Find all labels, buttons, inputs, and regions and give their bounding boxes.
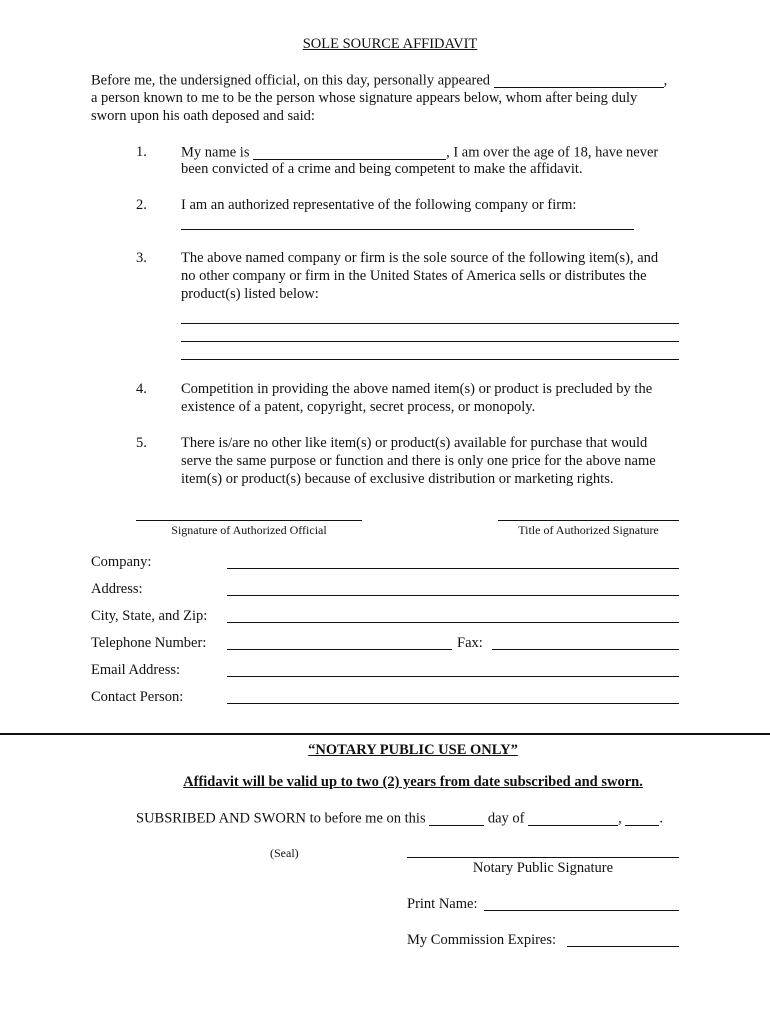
item-4-line-1: Competition in providing the above named item(s) or product is precluded by the [181, 381, 653, 397]
telephone-label: Telephone Number: [91, 635, 207, 651]
address-label: Address: [91, 581, 143, 597]
fax-field[interactable] [492, 649, 679, 650]
item-5-line-3: item(s) or product(s) because of exclusive distribution or marketing rights. [181, 471, 614, 487]
company-field[interactable] [227, 568, 679, 569]
product-line-1[interactable] [181, 323, 679, 324]
document-title: SOLE SOURCE AFFIDAVIT [302, 36, 478, 52]
company-firm-field[interactable] [181, 229, 634, 230]
sworn-text-a: SUBSRIBED AND SWORN to before me on this [136, 810, 426, 827]
contact-person-field[interactable] [227, 703, 679, 704]
item-5-line-2: serve the same purpose or function and there is only one price for the above name [181, 453, 656, 469]
product-line-2[interactable] [181, 341, 679, 342]
seal-label: (Seal) [270, 846, 299, 860]
print-name-field[interactable] [484, 910, 679, 911]
fax-label: Fax: [457, 635, 483, 651]
city-state-zip-field[interactable] [227, 622, 679, 623]
notary-header: “NOTARY PUBLIC USE ONLY” [308, 742, 518, 758]
notary-signature-label: Notary Public Signature [472, 860, 614, 876]
item-3-line-2: no other company or firm in the United States of America sells or distributes the [181, 268, 647, 284]
item-number-4: 4. [136, 381, 147, 397]
item-5-line-1: There is/are no other like item(s) or product(s) available for purchase that would [181, 435, 648, 451]
address-field[interactable] [227, 595, 679, 596]
official-signature-field[interactable] [136, 520, 362, 521]
item-3-line-1: The above named company or firm is the sole source of the following item(s), and [181, 250, 659, 266]
item-1-line-1 [181, 144, 658, 162]
section-divider [0, 733, 770, 735]
item-4-line-2: existence of a patent, copyright, secret process, or monopoly. [181, 399, 536, 415]
sworn-month-field[interactable] [528, 810, 618, 826]
sworn-text-b: day of [487, 810, 525, 827]
title-signature-field[interactable] [498, 520, 679, 521]
item-3-line-3: product(s) listed below: [181, 286, 319, 302]
sworn-line [136, 810, 663, 828]
commission-expires-field[interactable] [567, 946, 679, 947]
intro-line-3: sworn upon his oath deposed and said: [91, 108, 315, 124]
appeared-name-field[interactable] [494, 72, 664, 88]
item-number-2: 2. [136, 197, 147, 213]
notary-signature-field[interactable] [407, 857, 679, 858]
item-number-3: 3. [136, 250, 147, 266]
validity-notice: Affidavit will be valid up to two (2) years from date subscribed and sworn. [183, 774, 643, 790]
intro-line-2: a person known to me to be the person whose signature appears below, whom after being duly [91, 90, 638, 106]
my-name-field[interactable] [253, 144, 446, 160]
intro-comma: , [663, 72, 668, 89]
email-field[interactable] [227, 676, 679, 677]
product-line-3[interactable] [181, 359, 679, 360]
telephone-field[interactable] [227, 649, 452, 650]
commission-expires-label: My Commission Expires: [407, 932, 557, 948]
item-number-1: 1. [136, 144, 147, 160]
company-label: Company: [91, 554, 152, 570]
sworn-year-field[interactable] [625, 810, 659, 826]
title-signature-label: Title of Authorized Signature [518, 523, 659, 537]
print-name-label: Print Name: [407, 896, 478, 912]
email-label: Email Address: [91, 662, 181, 678]
city-state-zip-label: City, State, and Zip: [91, 608, 208, 624]
item-1-text-b: , I am over the age of 18, have never [446, 144, 659, 161]
contact-person-label: Contact Person: [91, 689, 184, 705]
item-1-line-2: been convicted of a crime and being competent to make the affidavit. [181, 161, 583, 177]
item-number-5: 5. [136, 435, 147, 451]
official-signature-label: Signature of Authorized Official [171, 523, 327, 537]
sworn-text-c: , [618, 810, 622, 827]
intro-line-1 [91, 72, 667, 90]
item-1-text-a: My name is [181, 144, 250, 161]
sworn-day-field[interactable] [429, 810, 484, 826]
item-2-line-1: I am an authorized representative of the following company or firm: [181, 197, 577, 213]
intro-text-1: Before me, the undersigned official, on this day, personally appeared [91, 72, 491, 89]
sworn-text-d: . [659, 810, 663, 827]
